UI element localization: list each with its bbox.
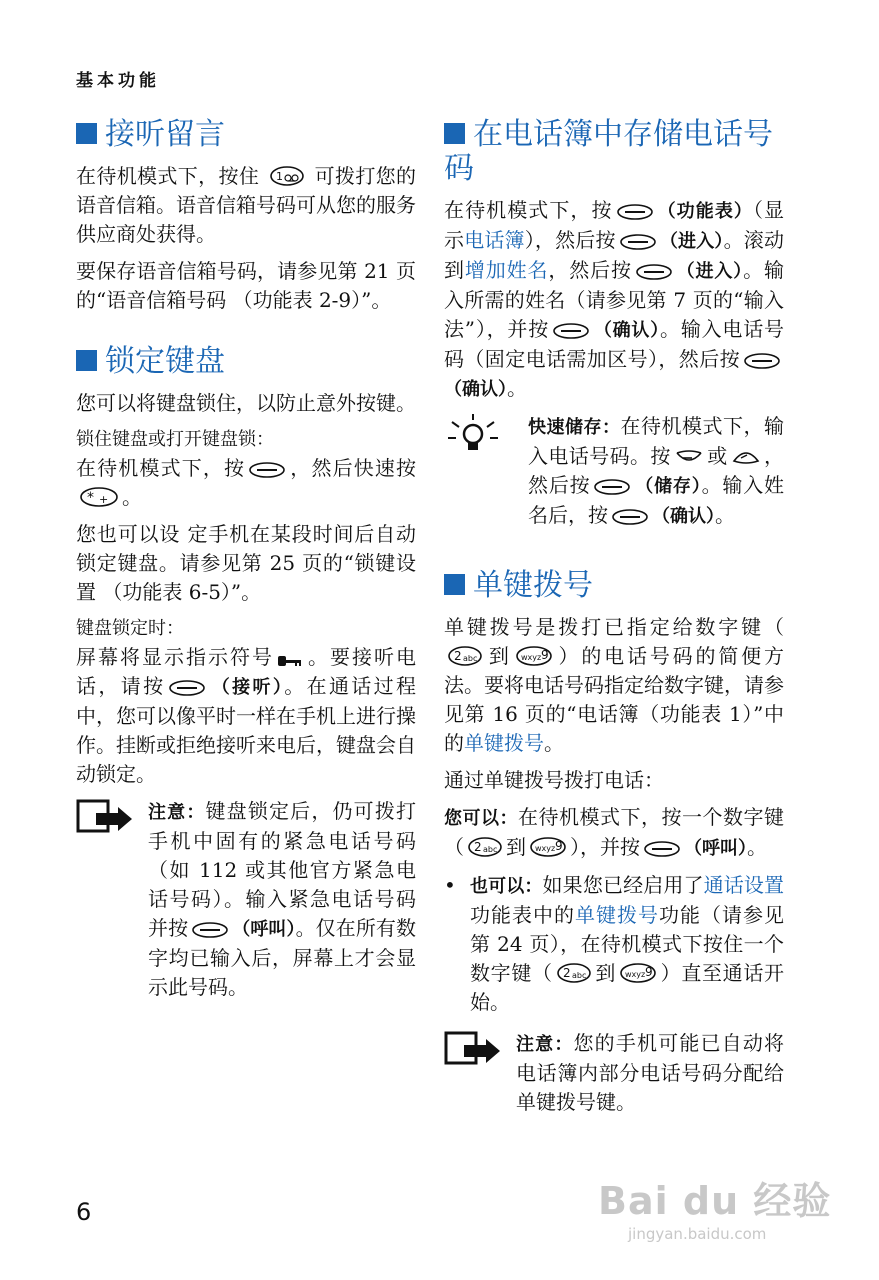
- scroll-key-icon: [731, 447, 761, 467]
- number-key-9-icon: [529, 836, 567, 858]
- paragraph: 要保存语音信箱号码，请参见第 21 页的“语音信箱号码 （功能表 2-9）”。: [76, 259, 416, 312]
- section-title: 锁定键盘: [76, 345, 416, 379]
- number-key-2-icon: [467, 836, 503, 858]
- selection-key-icon: [611, 508, 649, 526]
- key-lock-icon: [277, 654, 303, 668]
- square-bullet-icon: [76, 123, 97, 144]
- watermark-brand: Bai du 经验: [598, 1179, 832, 1223]
- section-keyguard: [76, 345, 416, 1010]
- selection-key-icon: [743, 352, 781, 370]
- paragraph: 单键拨号是拨打已指定给数字键（ 2 abc 到 wxyz 9 ）的电话号码的简便方法。要将电话号码指定给数字键，请参见第 16 页的“电话簿（功能表 1）”中的单键拨号。: [444, 615, 785, 755]
- tip-block: [444, 412, 784, 539]
- call-key-icon: [674, 447, 704, 467]
- paragraph: 您可以将键盘锁住，以防止意外按键。: [76, 391, 416, 415]
- subheading: 键盘锁定时：: [76, 618, 184, 639]
- section-title: 单键拨号: [444, 569, 784, 603]
- svg-text:9: 9: [540, 648, 549, 662]
- section-voicemail: [76, 118, 416, 315]
- svg-text:wxyz: wxyz: [520, 653, 541, 662]
- svg-text:*: *: [87, 490, 94, 506]
- note-block: [444, 1029, 784, 1125]
- svg-text:2: 2: [474, 840, 482, 854]
- note-hand-icon: [76, 797, 134, 839]
- svg-text:9: 9: [645, 965, 653, 979]
- svg-text:2: 2: [562, 966, 571, 980]
- selection-key-icon: [619, 233, 657, 251]
- selection-key-icon: [643, 840, 681, 858]
- svg-text:abc: abc: [571, 971, 587, 980]
- voicemail-key-1-icon: [269, 165, 305, 187]
- page-number: 6: [76, 1198, 92, 1226]
- note-text: 注意：您的手机可能已自动将电话簿内部分电话号码分配给单键拨号键。: [516, 1031, 784, 1114]
- baidu-watermark: [598, 1170, 831, 1243]
- selection-key-icon: [168, 679, 206, 697]
- selection-key-icon: [248, 461, 286, 479]
- number-key-9-icon: [515, 645, 553, 667]
- watermark-url: jingyan.baidu.com: [628, 1225, 767, 1243]
- selection-key-icon: [616, 203, 654, 221]
- right-column: [444, 118, 784, 1155]
- bullet-text: 也可以：如果您已经启用了通话设置功能表中的单键拨号功能（请参见第 24 页），在待机模式下按住一个数字键（ 2 abc 到 wxyz 9 ）直至通话开始。: [470, 873, 785, 1014]
- section-speed-dial: [444, 569, 784, 1125]
- svg-text:+: +: [99, 493, 109, 506]
- svg-text:2: 2: [454, 649, 462, 663]
- paragraph: 您也可以设 定手机在某段时间后自动锁定键盘。请参见第 25 页的“锁键设置 （功能表 6-5）”。: [76, 522, 416, 604]
- note-block: [76, 797, 416, 1010]
- paragraph: 您可以：在待机模式下，按一个数字键（ 2 abc 到 wxyz 9 ），并按 （呼叫）。: [444, 805, 784, 859]
- section-title: 接听留言: [76, 118, 416, 152]
- paragraph: 在待机模式下，按 ，然后快速按 * + 。: [76, 456, 417, 509]
- square-bullet-icon: [76, 350, 97, 371]
- menu-link-phonebook: 电话簿: [464, 228, 525, 252]
- note-text: 注意：键盘锁定后，仍可拨打手机中固有的紧急电话号码（如 112 或其他官方紧急电话号码）。输入紧急电话号码并按 （呼叫）。仅在所有数字均已输入后，屏幕上才会显示此号码。: [148, 799, 417, 999]
- note-hand-icon: [444, 1029, 502, 1071]
- paragraph: 通过单键拨号拨打电话：: [444, 768, 664, 792]
- bullet-icon: •: [444, 873, 456, 897]
- running-header: 基本功能: [76, 71, 160, 91]
- selection-key-icon: [191, 921, 229, 939]
- section-title: 在电话簿中存储电话号码: [444, 117, 773, 186]
- number-key-2-icon: [556, 962, 592, 984]
- menu-link-add-name: 增加姓名: [464, 258, 549, 282]
- selection-key-icon: [593, 478, 631, 496]
- paragraph: 屏幕将显示指示符号 。要接听电话，请按 （接听）。在通话过程中，您可以像平时一样在手机上进行操作。挂断或拒绝接听来电后，键盘会自动锁定。: [76, 645, 417, 786]
- lightbulb-tip-icon: [444, 412, 502, 462]
- menu-link-call-settings: 通话设置: [703, 873, 785, 897]
- svg-text:wxyz: wxyz: [535, 844, 556, 853]
- square-bullet-icon: [444, 574, 465, 595]
- menu-link-speed-dial: 单键拨号: [575, 903, 659, 927]
- paragraph: 在待机模式下，按住 1 可拨打您的语音信箱。语音信箱号码可从您的服务供应商处获得。: [76, 164, 417, 246]
- svg-text:wxyz: wxyz: [625, 970, 646, 979]
- paragraph: 在待机模式下，按 （功能表）（显示电话簿），然后按 （进入）。滚动到增加姓名，然后按 （进入）。输入所需的姓名（请参见第 7 页的“输入法”），并按 （确认）。输入电话号码（固定电话需加区号），然后按（确认）。: [444, 198, 785, 400]
- selection-key-icon: [552, 322, 590, 340]
- number-key-9-icon: [619, 962, 657, 984]
- left-column: [76, 118, 416, 1040]
- menu-link-speed-dial: 单键拨号: [464, 731, 544, 755]
- selection-key-icon: [635, 263, 673, 281]
- subheading: 锁住键盘或打开键盘锁：: [76, 429, 274, 450]
- section-save-number: [444, 118, 784, 539]
- square-bullet-icon: [444, 123, 465, 144]
- svg-text:9: 9: [555, 839, 563, 853]
- svg-text:1: 1: [275, 170, 283, 183]
- bullet-item: [444, 871, 784, 1025]
- number-key-2-icon: [447, 645, 483, 667]
- svg-text:abc: abc: [463, 654, 478, 663]
- tip-text: 快速储存：在待机模式下，输入电话号码。按 或 ，然后按 （储存）。输入姓名后，按 （确认）。: [528, 414, 785, 527]
- star-key-icon: [79, 486, 119, 508]
- svg-text:abc: abc: [483, 845, 498, 854]
